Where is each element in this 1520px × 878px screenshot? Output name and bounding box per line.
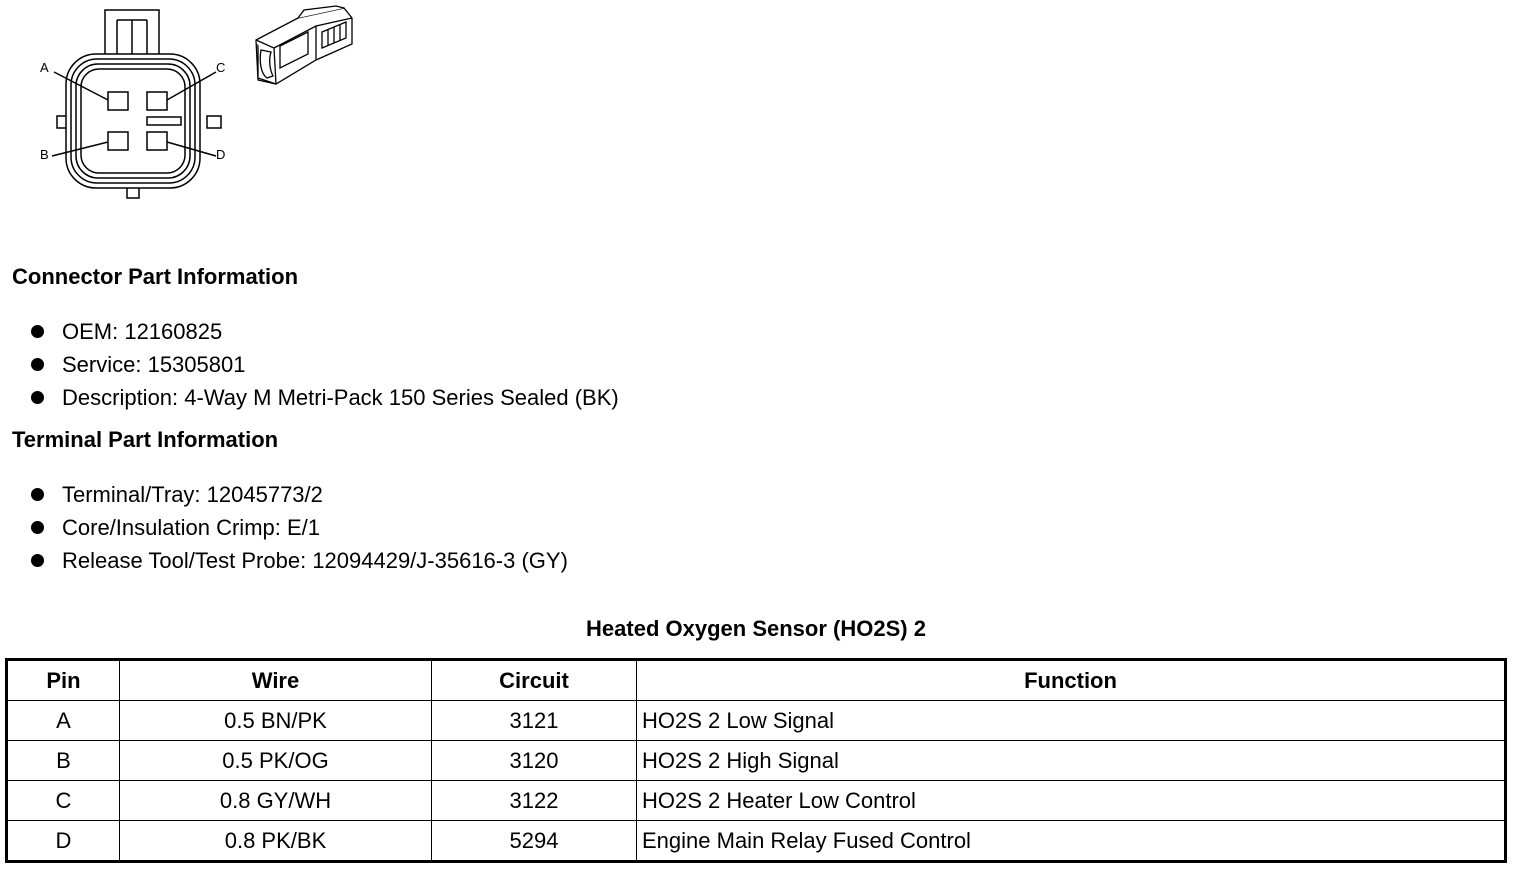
cell-function: HO2S 2 Low Signal bbox=[637, 701, 1506, 741]
table-title: Heated Oxygen Sensor (HO2S) 2 bbox=[586, 616, 926, 641]
cell-function: Engine Main Relay Fused Control bbox=[637, 821, 1506, 862]
connector-info-heading: Connector Part Information bbox=[12, 264, 299, 289]
header-pin: Pin bbox=[7, 660, 120, 701]
cell-pin: D bbox=[7, 821, 120, 862]
pin-label-d: D bbox=[216, 147, 226, 162]
header-circuit: Circuit bbox=[432, 660, 637, 701]
header-wire: Wire bbox=[120, 660, 432, 701]
table-row bbox=[7, 821, 1506, 862]
pin-label-c: C bbox=[216, 60, 226, 75]
table-row bbox=[7, 741, 1506, 781]
pinout-table bbox=[5, 658, 1507, 863]
cell-pin: C bbox=[7, 781, 120, 821]
table-row bbox=[7, 781, 1506, 821]
cell-wire: 0.8 PK/BK bbox=[120, 821, 432, 862]
cell-function: HO2S 2 Heater Low Control bbox=[637, 781, 1506, 821]
list-item-oem: OEM: 12160825 bbox=[30, 315, 619, 348]
list-item-release-tool: Release Tool/Test Probe: 12094429/J-35616-3 (GY) bbox=[30, 544, 568, 577]
table-row bbox=[7, 701, 1506, 741]
cell-circuit: 5294 bbox=[432, 821, 637, 862]
terminal-info-list bbox=[30, 478, 568, 577]
list-item-service: Service: 15305801 bbox=[30, 348, 619, 381]
list-item-terminal-tray: Terminal/Tray: 12045773/2 bbox=[30, 478, 568, 511]
list-item-description: Description: 4-Way M Metri-Pack 150 Series Sealed (BK) bbox=[30, 381, 619, 414]
cell-function: HO2S 2 High Signal bbox=[637, 741, 1506, 781]
header-function: Function bbox=[637, 660, 1506, 701]
cell-circuit: 3122 bbox=[432, 781, 637, 821]
cell-wire: 0.8 GY/WH bbox=[120, 781, 432, 821]
cell-pin: B bbox=[7, 741, 120, 781]
connector-info-list bbox=[30, 315, 619, 414]
connector-face-diagram bbox=[30, 6, 230, 206]
connector-3d-illustration bbox=[246, 4, 358, 88]
cell-pin: A bbox=[7, 701, 120, 741]
terminal-info-heading: Terminal Part Information bbox=[12, 427, 279, 452]
table-header-row bbox=[7, 660, 1506, 701]
pin-label-b: B bbox=[40, 147, 49, 162]
cell-circuit: 3121 bbox=[432, 701, 637, 741]
pin-label-a: A bbox=[40, 60, 49, 75]
cell-circuit: 3120 bbox=[432, 741, 637, 781]
cell-wire: 0.5 PK/OG bbox=[120, 741, 432, 781]
cell-wire: 0.5 BN/PK bbox=[120, 701, 432, 741]
list-item-crimp: Core/Insulation Crimp: E/1 bbox=[30, 511, 568, 544]
